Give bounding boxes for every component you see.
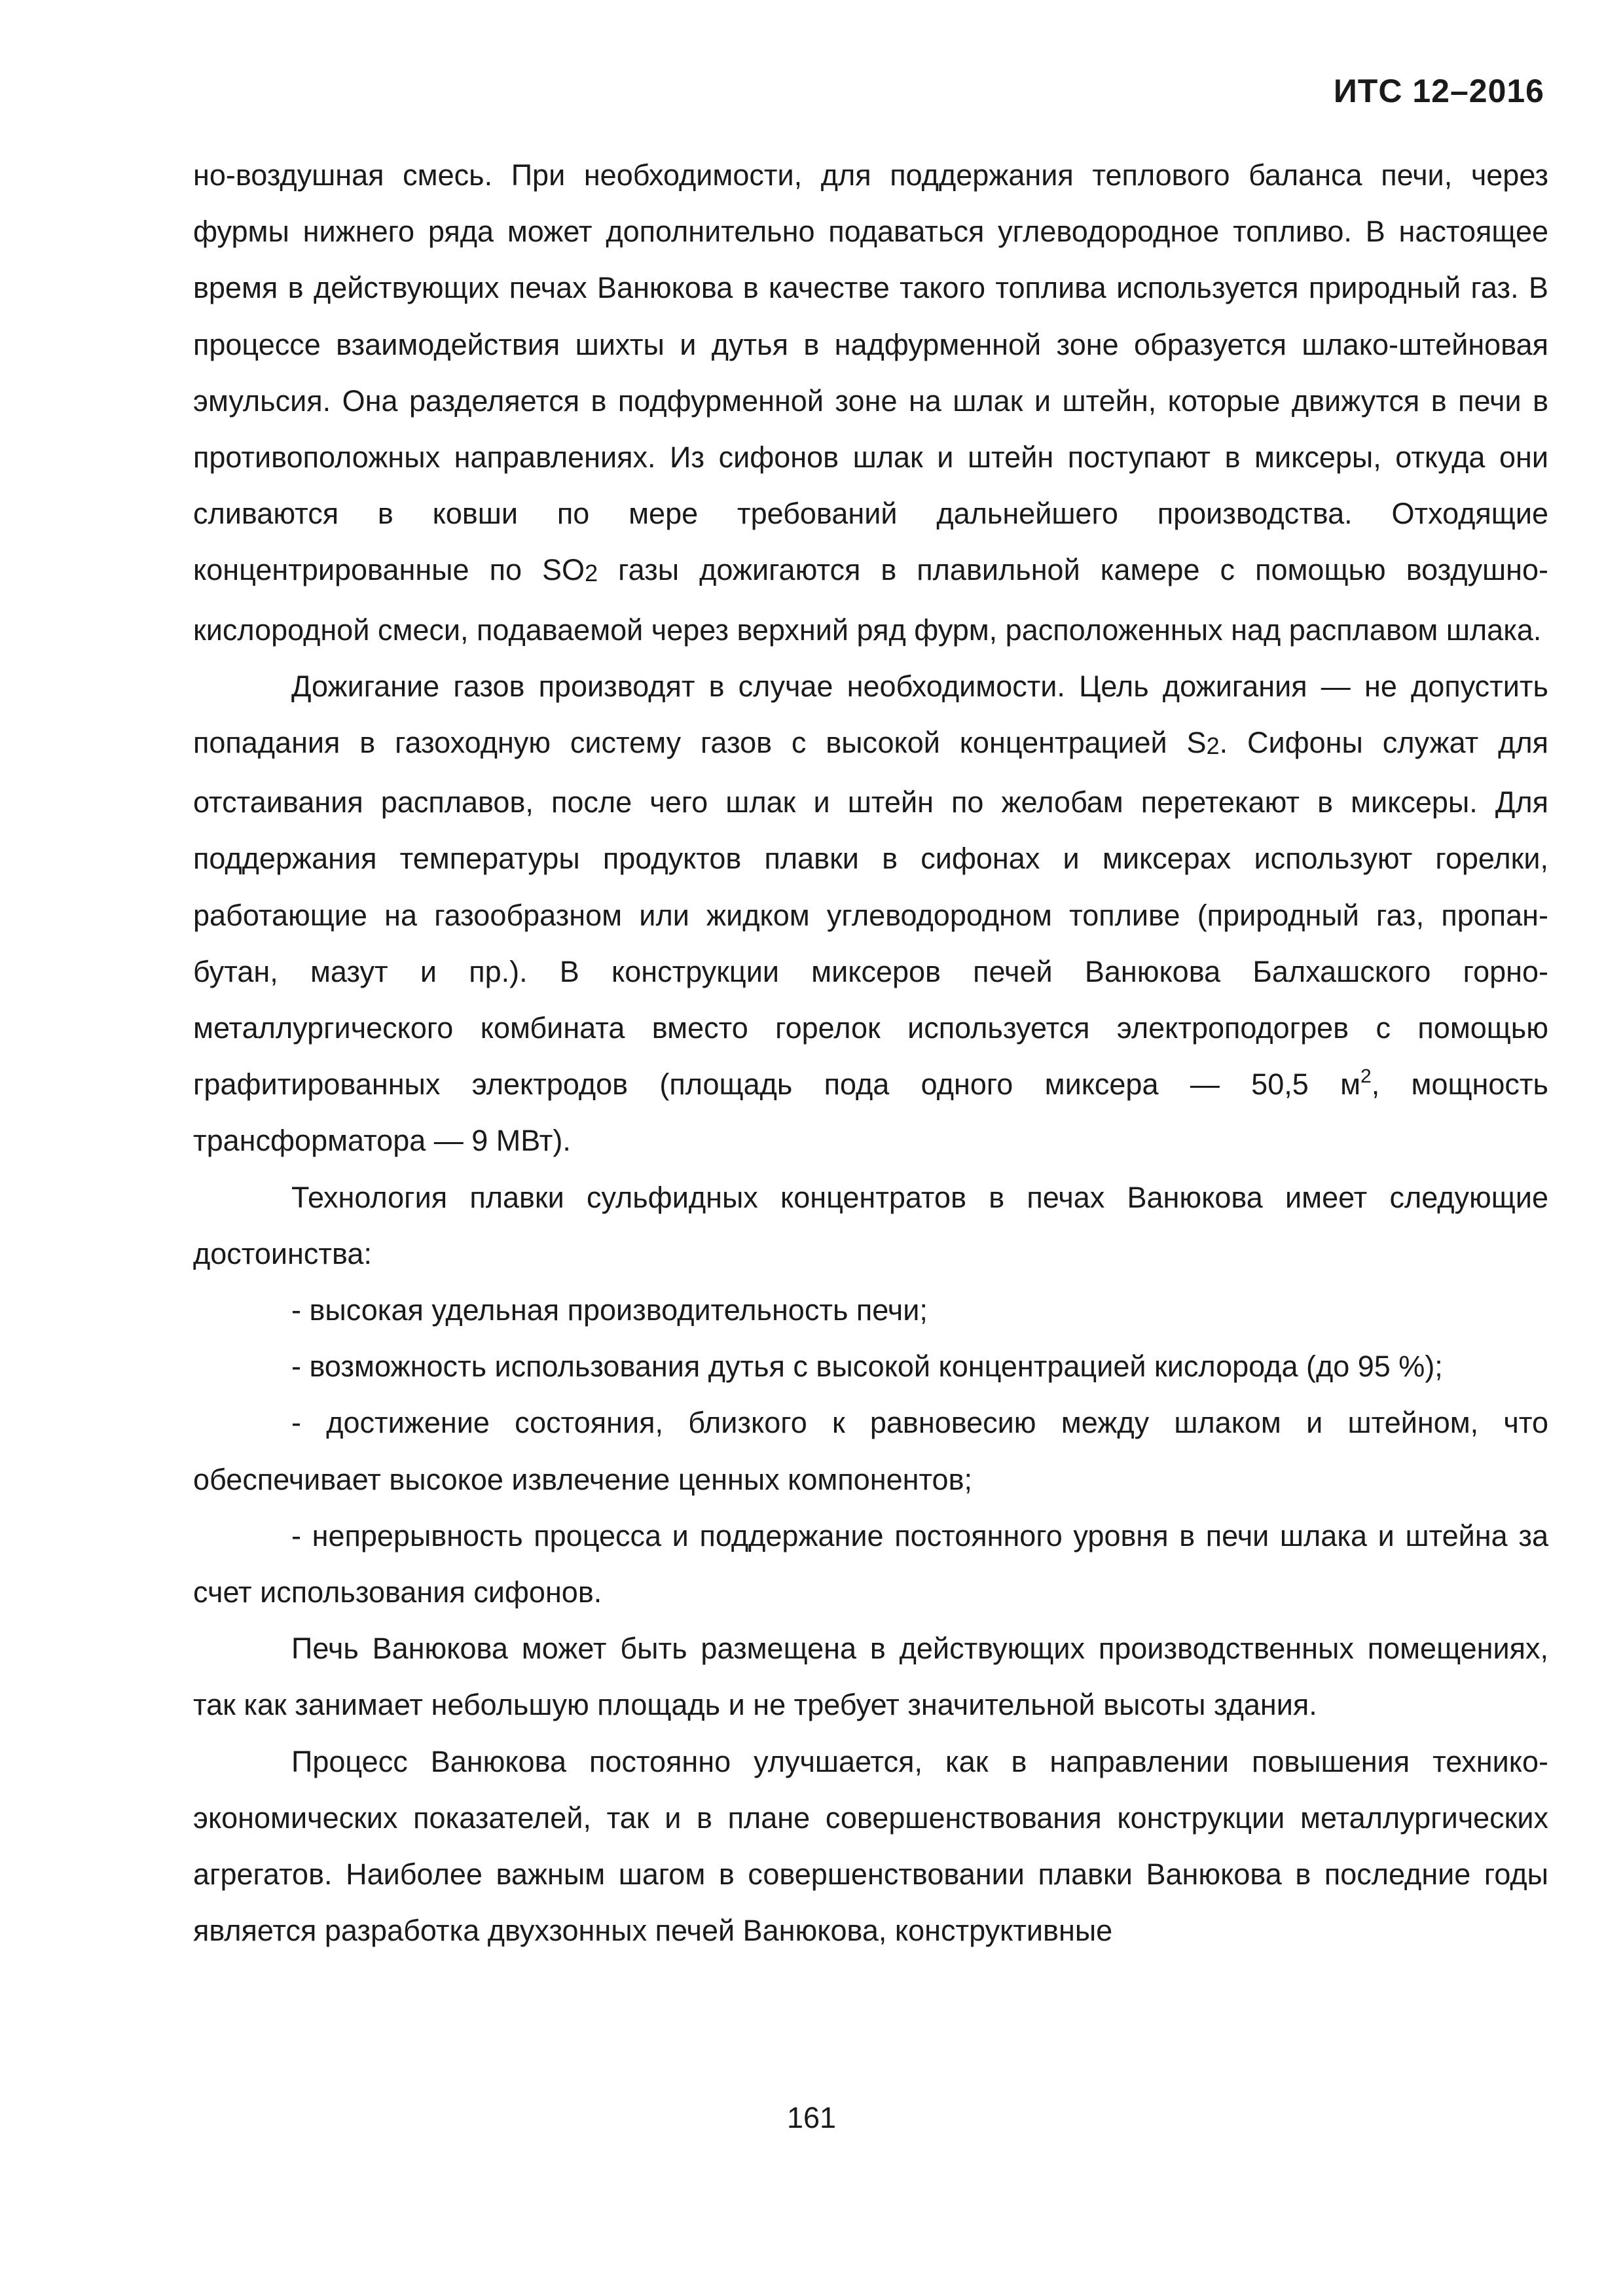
document-code-header: ИТС 12–2016 [1333,73,1544,109]
paragraph [193,1170,1548,1282]
paragraph [193,658,1548,1170]
superscript: 2 [1360,1066,1372,1088]
paragraph [193,1338,1548,1395]
subscript: 2 [1206,732,1220,760]
paragraph [193,1395,1548,1507]
body-text [193,147,1548,1960]
text-run: - непрерывность процесса и поддержание постоянного уровня в печи шлака и штейна за счет использования сифонов. [193,1518,1548,1609]
text-run: - возможность использования дутья с высокой концентрацией кислорода (до 95 %); [291,1350,1443,1384]
text-run: Дожигание газов производят в случае необходимости. Цель дожигания — не допустить попадания в газоходную систему газов с высокой концентрацией S [193,669,1548,760]
text-run: но-воздушная смесь. При необходимости, для поддержания теплового баланса печи, через фурмы нижнего ряда может дополнительно подаваться углеводородное топливо. В настоящее время в действующих печах Ванюкова в качестве такого топлива используется природный газ. В процессе взаимодействия шихты и дутья в надфурменной зоне образуется шлако-штейновая эмульсия. Она разделяется в подфурменной зоне на шлак и штейн, которые движутся в печи в противоположных направлениях. Из сифонов шлак и штейн поступают в миксеры, откуда они сливаются в ковши по мере требований дальнейшего производства. Отходящие концентрированные по SO [193,158,1548,587]
page-number: 161 [786,2101,837,2134]
paragraph [193,1282,1548,1338]
paragraph [193,1621,1548,1733]
text-run: - достижение состояния, близкого к равновесию между шлаком и штейном, что обеспечивает высокое извлечение ценных компонентов; [193,1406,1548,1496]
text-run: . Сифоны служат для отстаивания расплавов, после чего шлак и штейн по желобам перетекают в миксеры. Для поддержания температуры продуктов плавки в сифонах и миксерах используют горелки, работающие на газообразном или жидком углеводородном топливе (природный газ, пропан-бутан, мазут и пр.). В конструкции миксеров печей Ванюкова Балхашского горно-металлургического комбината вместо горелок используется электроподогрев с помощью графитированных электродов (площадь пода одного миксера — 50,5 м [193,726,1548,1102]
text-run: - высокая удельная производительность печи; [291,1293,928,1327]
text-run: Технология плавки сульфидных концентратов в печах Ванюкова имеет следующие достоинства: [193,1180,1548,1270]
paragraph [193,1508,1548,1621]
text-run: , мощность трансформатора — 9 МВт). [193,1067,1548,1158]
text-run: Печь Ванюкова может быть размещена в действующих производственных помещениях, так как занимает небольшую площадь и не требует значительной высоты здания. [193,1632,1548,1722]
paragraph [193,147,1548,658]
subscript: 2 [585,560,598,587]
text-run: газы дожигаются в плавильной камере с помощью воздушно-кислородной смеси, подаваемой через верхний ряд фурм, расположенных над расплавом шлака. [193,553,1548,647]
paragraph [193,1734,1548,1960]
text-run: Процесс Ванюкова постоянно улучшается, как в направлении повышения технико-экономических показателей, так и в плане совершенствования конструкции металлургических агрегатов. Наиболее важным шагом в совершенствовании плавки Ванюкова в последние годы является разработка двухзонных печей Ванюкова, конструктивные [193,1744,1548,1948]
